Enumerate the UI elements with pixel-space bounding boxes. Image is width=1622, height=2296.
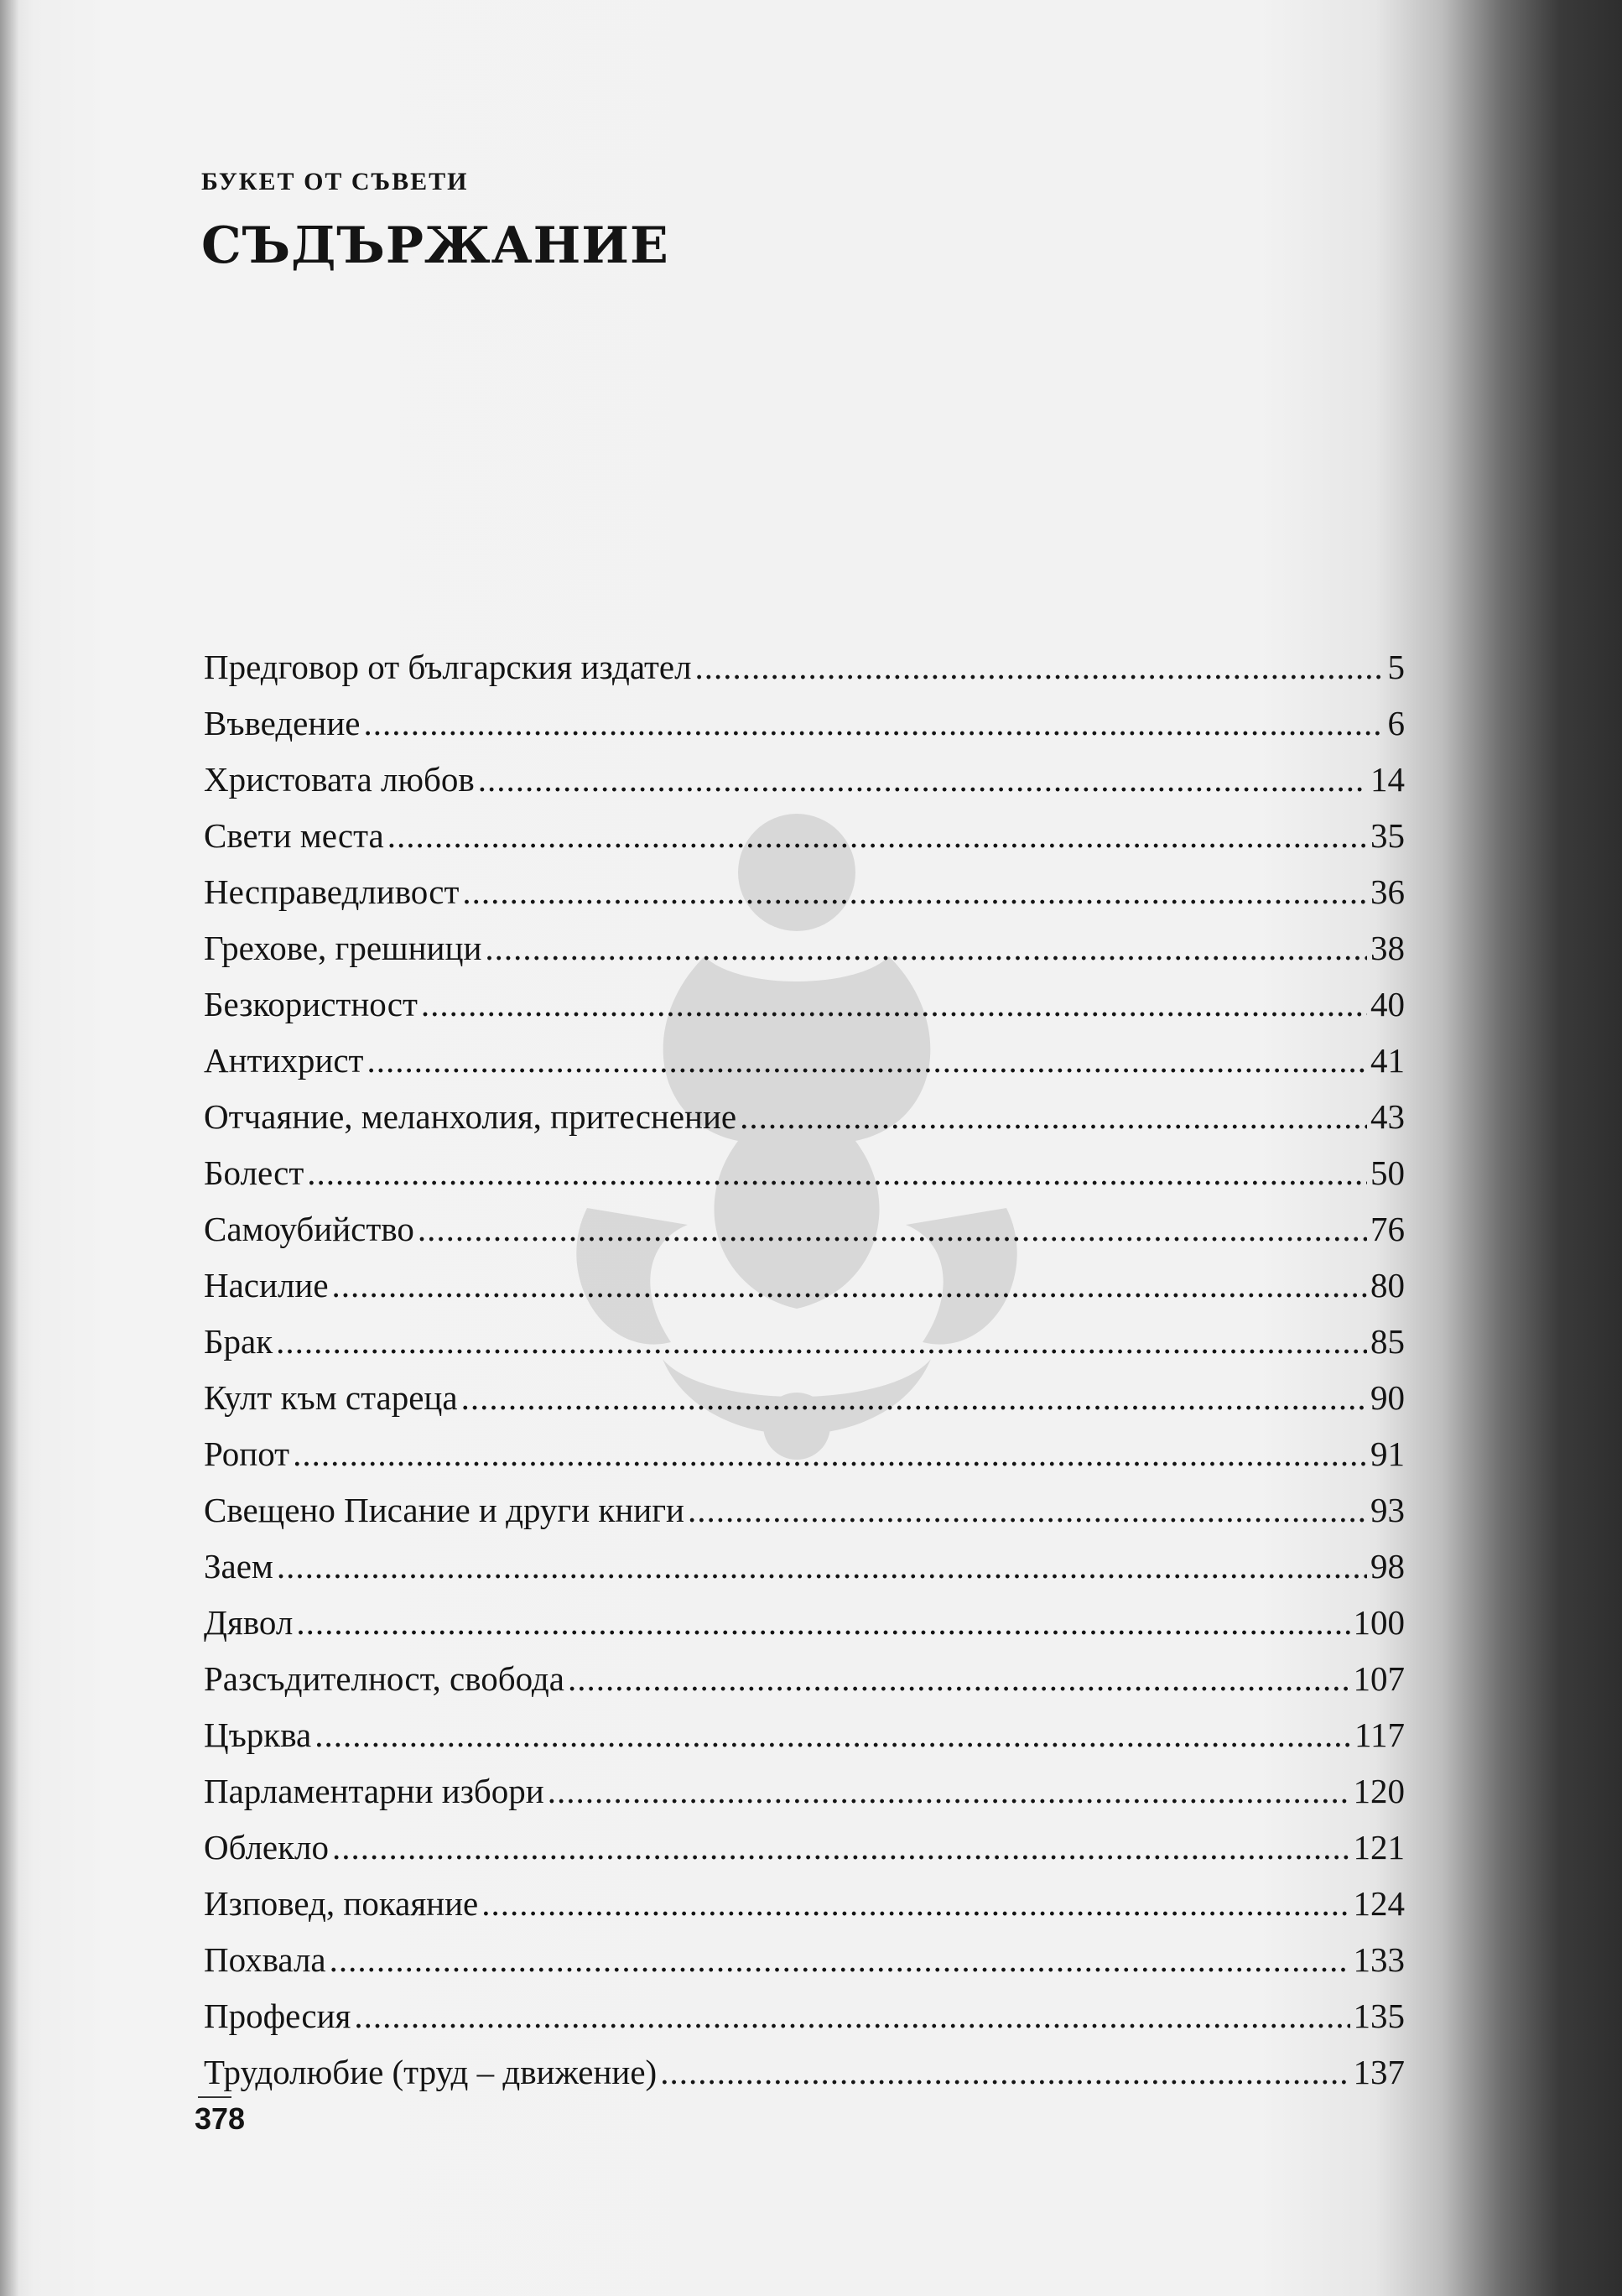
toc-entry[interactable] (204, 1876, 1405, 1932)
toc-entry-label: Христовата любов (204, 760, 475, 799)
dot-leader (367, 1033, 1367, 1089)
dot-leader (418, 1201, 1367, 1257)
toc-entry-page: 76 (1370, 1210, 1405, 1248)
toc-entry-page: 43 (1370, 1097, 1405, 1136)
toc-entry[interactable] (204, 2044, 1405, 2101)
page-number: 378 (195, 2101, 246, 2136)
toc-entry-page: 85 (1370, 1322, 1405, 1361)
toc-entry-label: Разсъдителност, свобода (204, 1659, 564, 1698)
toc-entry-label: Грехове, грешници (204, 929, 482, 967)
toc-entry[interactable] (204, 1257, 1405, 1314)
toc-entry[interactable] (204, 1707, 1405, 1763)
toc-entry-page: 35 (1370, 816, 1405, 855)
dot-leader (478, 752, 1367, 808)
running-header: БУКЕТ ОТ СЪВЕТИ (201, 168, 469, 195)
toc-entry-label: Безкористност (204, 985, 418, 1023)
toc-entry-label: Облекло (204, 1828, 329, 1866)
dot-leader (332, 1257, 1367, 1314)
toc-entry[interactable] (204, 976, 1405, 1033)
toc-entry[interactable] (204, 1370, 1405, 1426)
dot-leader (740, 1089, 1367, 1145)
toc-entry-label: Брак (204, 1322, 273, 1361)
dot-leader (363, 695, 1384, 752)
toc-entry-label: Болест (204, 1153, 304, 1192)
dot-leader (461, 1370, 1367, 1426)
toc-entry-label: Църква (204, 1715, 312, 1754)
dot-leader (660, 2044, 1349, 2101)
toc-entry-label: Несправедливост (204, 872, 460, 911)
toc-entry-page: 38 (1370, 929, 1405, 967)
toc-entry-page: 41 (1370, 1041, 1405, 1080)
toc-entry-page: 107 (1353, 1659, 1405, 1698)
dot-leader (307, 1145, 1367, 1201)
toc-entry-label: Насилие (204, 1266, 329, 1304)
toc-entry-label: Дявол (204, 1603, 294, 1642)
toc-entry-page: 93 (1370, 1491, 1405, 1529)
toc-entry-label: Заем (204, 1547, 273, 1585)
toc-entry[interactable] (204, 639, 1405, 695)
toc-entry[interactable] (204, 1988, 1405, 2044)
toc-entry-label: Професия (204, 1997, 351, 2035)
toc-entry-page: 80 (1370, 1266, 1405, 1304)
toc-entry-page: 90 (1370, 1378, 1405, 1417)
toc-entry-label: Предговор от българския издател (204, 648, 692, 686)
dot-leader (387, 808, 1367, 864)
toc-entry[interactable] (204, 1201, 1405, 1257)
toc-entry[interactable] (204, 920, 1405, 976)
toc-entry-label: Свети места (204, 816, 384, 855)
toc-entry[interactable] (204, 808, 1405, 864)
dot-leader (315, 1707, 1351, 1763)
dot-leader (332, 1820, 1350, 1876)
dot-leader (688, 1482, 1367, 1538)
toc-entry-page: 121 (1353, 1828, 1405, 1866)
toc-entry-label: Ропот (204, 1434, 290, 1473)
toc-entry-page: 100 (1353, 1603, 1405, 1642)
toc-entry-page: 120 (1353, 1772, 1405, 1810)
toc-entry[interactable] (204, 695, 1405, 752)
toc-entry-label: Самоубийство (204, 1210, 414, 1248)
toc-entry[interactable] (204, 864, 1405, 920)
toc-entry-page: 133 (1353, 1940, 1405, 1979)
toc-entry-label: Отчаяние, меланхолия, притеснение (204, 1097, 737, 1136)
toc-entry[interactable] (204, 1314, 1405, 1370)
toc-entry[interactable] (204, 1538, 1405, 1595)
toc-entry-page: 137 (1353, 2053, 1405, 2091)
toc-entry[interactable] (204, 1932, 1405, 1988)
dot-leader (277, 1538, 1367, 1595)
page-title: СЪДЪРЖАНИЕ (201, 216, 669, 275)
toc-entry[interactable] (204, 1763, 1405, 1820)
toc-entry-page: 40 (1370, 985, 1405, 1023)
toc-entry-page: 6 (1387, 704, 1405, 742)
toc-entry[interactable] (204, 1820, 1405, 1876)
toc-entry[interactable] (204, 1033, 1405, 1089)
dot-leader (293, 1426, 1367, 1482)
toc-entry[interactable] (204, 1145, 1405, 1201)
dot-leader (548, 1763, 1350, 1820)
dot-leader (485, 920, 1367, 976)
dot-leader (462, 864, 1367, 920)
dot-leader (354, 1988, 1349, 2044)
toc-entry-label: Въведение (204, 704, 361, 742)
dot-leader (695, 639, 1385, 695)
toc-entry-page: 98 (1370, 1547, 1405, 1585)
dot-leader (568, 1651, 1350, 1707)
toc-entry-page: 5 (1387, 648, 1405, 686)
dot-leader (330, 1932, 1350, 1988)
dot-leader (276, 1314, 1367, 1370)
toc-entry-page: 135 (1353, 1997, 1405, 2035)
toc-entry-label: Изповед, покаяние (204, 1884, 479, 1923)
toc-entry-label: Култ към стареца (204, 1378, 458, 1417)
toc-entry[interactable] (204, 1089, 1405, 1145)
table-of-contents (204, 639, 1405, 2101)
toc-entry[interactable] (204, 1595, 1405, 1651)
toc-entry[interactable] (204, 1426, 1405, 1482)
toc-entry-label: Парламентарни избори (204, 1772, 544, 1810)
toc-entry-label: Трудолюбие (труд – движение) (204, 2053, 658, 2091)
toc-entry[interactable] (204, 1651, 1405, 1707)
toc-entry[interactable] (204, 1482, 1405, 1538)
toc-entry[interactable] (204, 752, 1405, 808)
toc-entry-label: Свещено Писание и други книги (204, 1491, 684, 1529)
toc-entry-page: 117 (1354, 1715, 1405, 1754)
toc-entry-page: 91 (1370, 1434, 1405, 1473)
toc-entry-label: Антихрист (204, 1041, 364, 1080)
toc-entry-page: 14 (1370, 760, 1405, 799)
dot-leader (421, 976, 1367, 1033)
dot-leader (296, 1595, 1349, 1651)
toc-entry-label: Похвала (204, 1940, 326, 1979)
toc-entry-page: 124 (1353, 1884, 1405, 1923)
dot-leader (481, 1876, 1349, 1932)
toc-entry-page: 50 (1370, 1153, 1405, 1192)
toc-entry-page: 36 (1370, 872, 1405, 911)
